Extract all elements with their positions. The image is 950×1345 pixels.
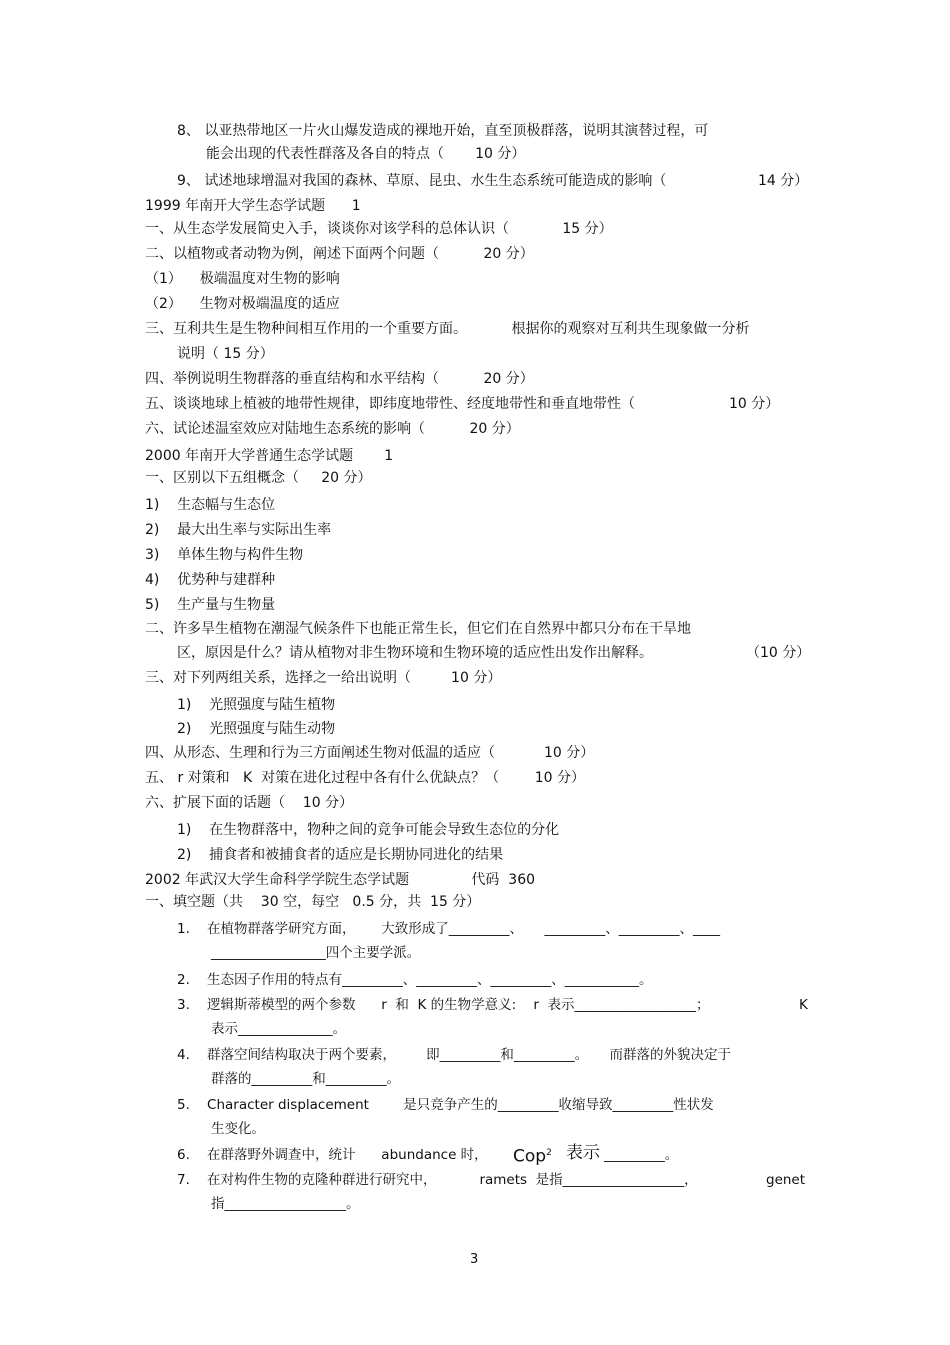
fill-7-line1: 7. 在对构件生物的克隆种群进行研究中， ramets 是指__________________， bbox=[177, 1172, 698, 1188]
exam-1999-q1: 一、从生态学发展简史入手，谈谈你对该学科的总体认识（ 15 分） bbox=[145, 221, 613, 237]
exam-1999-title: 1999 年南开大学生态学试题 1 bbox=[145, 198, 361, 214]
fill-7-line2: 指__________________。 bbox=[211, 1196, 360, 1212]
exam-2000-item-3: 3) 单体生物与构件生物 bbox=[145, 547, 304, 563]
question-8-line2: 能会出现的代表性群落及各自的特点（ 10 分） bbox=[206, 146, 526, 162]
fill-7-genet: genet bbox=[766, 1172, 806, 1188]
exam-1999-q5-text: 五、谈谈地球上植被的地带性规律，即纬度地带性、经度地带性和垂直地带性（ bbox=[145, 396, 635, 412]
question-9-text: 9、 试述地球增温对我国的森林、草原、昆虫、水生生态系统可能造成的影响（ bbox=[177, 173, 667, 189]
exam-2000-item-4: 4) 优势种与建群种 bbox=[145, 572, 276, 588]
exam-1999-q2: 二、以植物或者动物为例，阐述下面两个问题（ 20 分） bbox=[145, 246, 534, 262]
exam-2000-q3-item2: 2) 光照强度与陆生动物 bbox=[177, 721, 336, 737]
fill-5-line2: 生变化。 bbox=[211, 1121, 265, 1137]
fill-1-line2: _________________四个主要学派。 bbox=[211, 945, 421, 961]
exam-1999-q3-line2: 说明（ 15 分） bbox=[177, 346, 274, 362]
exam-2000-q5: 五、 r 对策和 K 对策在进化过程中各有什么优缺点？（ 10 分） bbox=[145, 770, 585, 786]
exam-2000-item-5: 5) 生产量与生物量 bbox=[145, 597, 276, 613]
fill-6-superscript: 2 bbox=[546, 1148, 552, 1158]
exam-2000-q6-item2: 2) 捕食者和被捕食者的适应是长期协同进化的结果 bbox=[177, 847, 504, 863]
fill-4-line1: 4. 群落空间结构取决于两个要素， 即_________和_________。 而群落的外貌决定于 bbox=[177, 1047, 732, 1063]
question-9-score: 14 分） bbox=[758, 173, 809, 189]
exam-2000-q3-item1: 1) 光照强度与陆生植物 bbox=[177, 697, 336, 713]
exam-2000-item-1: 1) 生态幅与生态位 bbox=[145, 497, 276, 513]
exam-2002-q1: 一、填空题（共 30 空，每空 0.5 分，共 15 分） bbox=[145, 894, 481, 910]
exam-2000-q6: 六、扩展下面的话题（ 10 分） bbox=[145, 795, 354, 811]
fill-3-k: K bbox=[799, 997, 808, 1013]
fill-1-line1: 1. 在植物群落学研究方面， 大致形成了_________、 _________、_________、____ bbox=[177, 921, 720, 937]
fill-4-line2: 群落的_________和_________。 bbox=[211, 1071, 400, 1087]
exam-1999-q2-item1: （1） 极端温度对生物的影响 bbox=[145, 271, 340, 287]
exam-2002-title: 2002 年武汉大学生命科学学院生态学试题 代码 360 bbox=[145, 872, 536, 888]
fill-5-line1: 5. Character displacement 是只竞争产生的_________收缩导致_________性状发 bbox=[177, 1097, 714, 1113]
fill-2: 2. 生态因子作用的特点有_________、_________、_________、___________。 bbox=[177, 972, 653, 988]
fill-3-line2: 表示______________。 bbox=[211, 1021, 346, 1037]
question-8-line1: 8、 以亚热带地区一片火山爆发造成的裸地开始，直至顶极群落，说明其演替过程，可 bbox=[177, 123, 709, 139]
exam-2000-q2-score: （10 分） bbox=[746, 645, 811, 661]
fill-6-blank: _________。 bbox=[604, 1147, 679, 1163]
exam-1999-q6: 六、试论述温室效应对陆地生态系统的影响（ 20 分） bbox=[145, 421, 520, 437]
exam-1999-q4: 四、举例说明生物群落的垂直结构和水平结构（ 20 分） bbox=[145, 371, 534, 387]
exam-2000-q1: 一、区别以下五组概念（ 20 分） bbox=[145, 470, 372, 486]
exam-2000-q6-item1: 1) 在生物群落中，物种之间的竞争可能会导致生态位的分化 bbox=[177, 822, 560, 838]
fill-3-line1: 3. 逻辑斯蒂模型的两个参数 r 和 K 的生物学意义: r 表示__________________； bbox=[177, 997, 710, 1013]
page-number: 3 bbox=[470, 1252, 479, 1267]
fill-6-text: 6. 在群落野外调查中，统计 abundance 时， bbox=[177, 1147, 488, 1163]
exam-2000-q3: 三、对下列两组关系，选择之一给出说明（ 10 分） bbox=[145, 670, 502, 686]
exam-2000-q2-line2: 区，原因是什么？请从植物对非生物环境和生物环境的适应性出发作出解释。 bbox=[177, 645, 653, 661]
exam-1999-q5-score: 10 分） bbox=[729, 396, 780, 412]
fill-6-cop-symbol: Cop$^2$ bbox=[513, 1146, 552, 1167]
exam-1999-q3-line1: 三、互利共生是生物种间相互作用的一个重要方面。 根据你的观察对互利共生现象做一分析 bbox=[145, 321, 750, 337]
exam-2000-q4: 四、从形态、生理和行为三方面阐述生物对低温的适应（ 10 分） bbox=[145, 745, 595, 761]
exam-2000-item-2: 2) 最大出生率与实际出生率 bbox=[145, 522, 332, 538]
fill-6-represents: 表示 bbox=[566, 1143, 600, 1163]
exam-1999-q2-item2: （2） 生物对极端温度的适应 bbox=[145, 296, 340, 312]
exam-2000-title: 2000 年南开大学普通生态学试题 1 bbox=[145, 448, 394, 464]
exam-2000-q2-line1: 二、许多旱生植物在潮湿气候条件下也能正常生长，但它们在自然界中都只分布在干旱地 bbox=[145, 621, 691, 637]
